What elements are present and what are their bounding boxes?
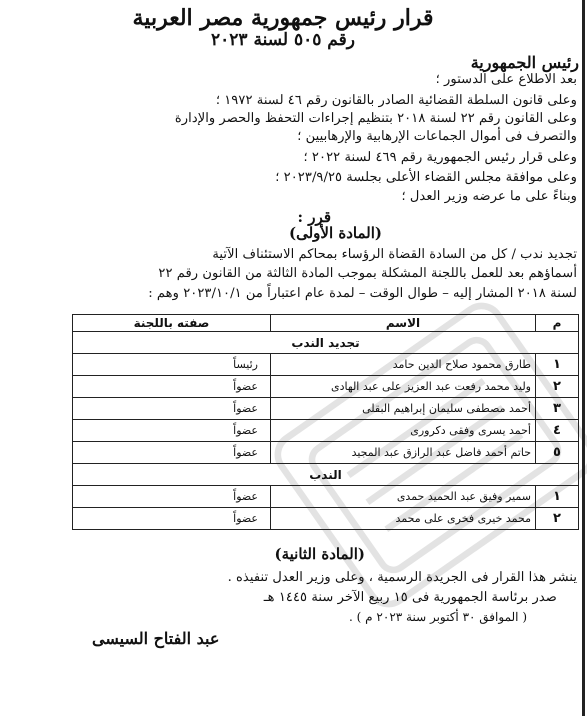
section-title: تجديد الندب (73, 332, 579, 354)
table-row (73, 486, 579, 508)
preamble-line: بعد الاطلاع على الدستور ؛ (435, 72, 577, 87)
row-num: ٣ (536, 398, 579, 420)
table-row (73, 420, 579, 442)
row-name: حاتم أحمد فاضل عبد الرازق عبد المجيد (271, 442, 536, 464)
preamble-line: وعلى قانون السلطة القضائية الصادر بالقانون رقم ٤٦ لسنة ١٩٧٢ ؛ (215, 93, 577, 108)
issuer-heading: رئيس الجمهورية (470, 53, 579, 72)
row-role: عضواً (73, 420, 271, 442)
section-title: الندب (73, 464, 579, 486)
table-header-row (73, 315, 579, 332)
row-role: عضواً (73, 508, 271, 530)
section-row (73, 332, 579, 354)
article-2-line: ينشر هذا القرار فى الجريدة الرسمية ، وعلى وزير العدل تنفيذه . (227, 570, 577, 585)
row-num: ٢ (536, 508, 579, 530)
row-name: أحمد يسرى وفقى دكرورى (271, 420, 536, 442)
decided-heading: قرر : (297, 208, 331, 226)
row-name: وليد محمد رفعت عبد العزيز على عبد الهادى (271, 376, 536, 398)
article-2-line: صدر برئاسة الجمهورية فى ١٥ ربيع الآخر سنة ١٤٤٥ هـ (263, 590, 557, 605)
table-row (73, 354, 579, 376)
row-num: ١ (536, 486, 579, 508)
article-1-line: لسنة ٢٠١٨ المشار إليه – طوال الوقت – لمدة عام اعتباراً من ٢٠٢٣/١٠/١ وهم : (148, 286, 577, 301)
article-2-line: ( الموافق ٣٠ أكتوبر سنة ٢٠٢٣ م ) . (349, 610, 527, 624)
table-row (73, 376, 579, 398)
article-1-title: (المادة الأولى) (289, 224, 382, 242)
row-num: ٥ (536, 442, 579, 464)
decree-number: رقم ٥٠٥ لسنة ٢٠٢٣ (211, 30, 355, 50)
row-name: سمير وفيق عبد الحميد حمدى (271, 486, 536, 508)
members-table (72, 314, 579, 530)
header-num: م (536, 315, 579, 332)
preamble-line: والتصرف فى أموال الجماعات الإرهابية والإرهابيين ؛ (297, 129, 577, 144)
row-name: محمد خيرى فخرى على محمد (271, 508, 536, 530)
preamble-line: وعلى موافقة مجلس القضاء الأعلى بجلسة ٢٠٢٣/٩/٢٥ ؛ (275, 170, 577, 185)
article-2-title: (المادة الثانية) (274, 545, 365, 563)
row-name: أحمد مصطفى سليمان إبراهيم البقلى (271, 398, 536, 420)
row-role: عضواً (73, 486, 271, 508)
row-role: عضواً (73, 398, 271, 420)
preamble-line: وعلى القانون رقم ٢٢ لسنة ٢٠١٨ بتنظيم إجراءات التحفظ والحصر والإدارة (174, 111, 577, 126)
row-role: عضواً (73, 442, 271, 464)
preamble-line: وبناءً على ما عرضه وزير العدل ؛ (401, 189, 577, 204)
decree-title: قرار رئيس جمهورية مصر العربية (132, 5, 434, 31)
signature: عبد الفتاح السيسى (92, 629, 220, 648)
table-row (73, 508, 579, 530)
header-name: الاسم (271, 315, 536, 332)
row-num: ٢ (536, 376, 579, 398)
article-1-line: تجديد ندب / كل من السادة القضاة الرؤساء بمحاكم الاستئناف الآتية (212, 247, 577, 262)
table-row (73, 442, 579, 464)
table-row (73, 398, 579, 420)
header-role: صفته باللجنة (73, 315, 271, 332)
row-num: ١ (536, 354, 579, 376)
row-role: عضواً (73, 376, 271, 398)
section-row (73, 464, 579, 486)
preamble-line: وعلى قرار رئيس الجمهورية رقم ٤٦٩ لسنة ٢٠٢٢ ؛ (303, 150, 577, 165)
article-1-line: أسماؤهم بعد للعمل باللجنة المشكلة بموجب المادة الثالثة من القانون رقم ٢٢ (158, 266, 577, 281)
page-right-border (582, 0, 585, 716)
row-name: طارق محمود صلاح الدين حامد (271, 354, 536, 376)
row-role: رئيساً (73, 354, 271, 376)
row-num: ٤ (536, 420, 579, 442)
